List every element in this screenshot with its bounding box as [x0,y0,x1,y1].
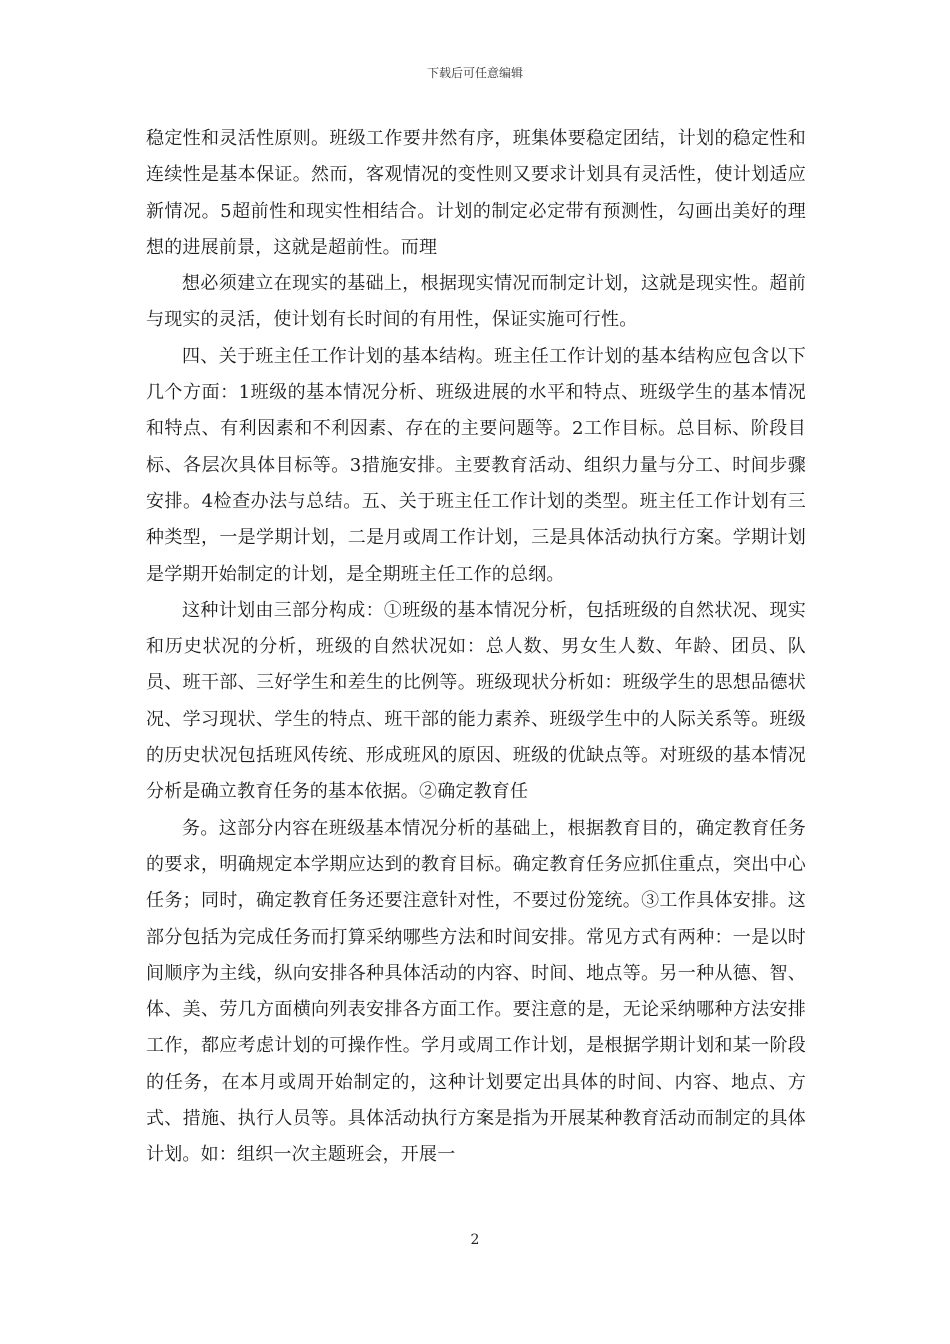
paragraph-5: 务。这部分内容在班级基本情况分析的基础上，根据教育目的，确定教育任务的要求，明确规定本学期应达到的教育目标。确定教育任务应抓住重点，突出中心任务；同时，确定教育任务还要注意针对性，不要过份笼统。③工作具体安排。这部分包括为完成任务而打算采纳哪些方法和时间安排。常见方式有两种：一是以时间顺序为主线，纵向安排各种具体活动的内容、时间、地点等。另一种从德、智、体、美、劳几方面横向列表安排各方面工作。要注意的是，无论采纳哪种方法安排工作，都应考虑计划的可操作性。学月或周工作计划，是根据学期计划和某一阶段的任务，在本月或周开始制定的，这种计划要定出具体的时间、内容、地点、方式、措施、执行人员等。具体活动执行方案是指为开展某种教育活动而制定的具体计划。如：组织一次主题班会，开展一 [146,817,806,1166]
paragraph-3: 四、关于班主任工作计划的基本结构。班主任工作计划的基本结构应包含以下几个方面：1班级的基本情况分析、班级进展的水平和特点、班级学生的基本情况和特点、有利因素和不利因素、存在的主要问题等。2工作目标。总目标、阶段目标、各层次具体目标等。3措施安排。主要教育活动、组织力量与分工、时间步骤安排。4检查办法与总结。五、关于班主任工作计划的类型。班主任工作计划有三种类型，一是学期计划，二是月或周工作计划，三是具体活动执行方案。学期计划是学期开始制定的计划，是全期班主任工作的总纲。 [146,345,806,585]
paragraph-2: 想必须建立在现实的基础上，根据现实情况而制定计划，这就是现实性。超前与现实的灵活，使计划有长时间的有用性，保证实施可行性。 [146,273,806,331]
page-header: 下载后可任意编辑 [426,66,523,80]
document-body [146,121,806,1174]
paragraph-4: 这种计划由三部分构成：①班级的基本情况分析，包括班级的自然状况、现实和历史状况的分析，班级的自然状况如：总人数、男女生人数、年龄、团员、队员、班干部、三好学生和差生的比例等。班级现状分析如：班级学生的思想品德状况、学习现状、学生的特点、班干部的能力素养、班级学生中的人际关系等。班级的历史状况包括班风传统、形成班风的原因、班级的优缺点等。对班级的基本情况分析是确立教育任务的基本依据。②确定教育任 [146,599,806,803]
paragraph-1: 稳定性和灵活性原则。班级工作要井然有序，班集体要稳定团结，计划的稳定性和连续性是基本保证。然而，客观情况的变性则又要求计划具有灵活性，使计划适应新情况。5超前性和现实性相结合。计划的制定必定带有预测性，勾画出美好的理想的进展前景，这就是超前性。而理 [146,128,806,258]
page-number: 2 [470,1232,480,1248]
